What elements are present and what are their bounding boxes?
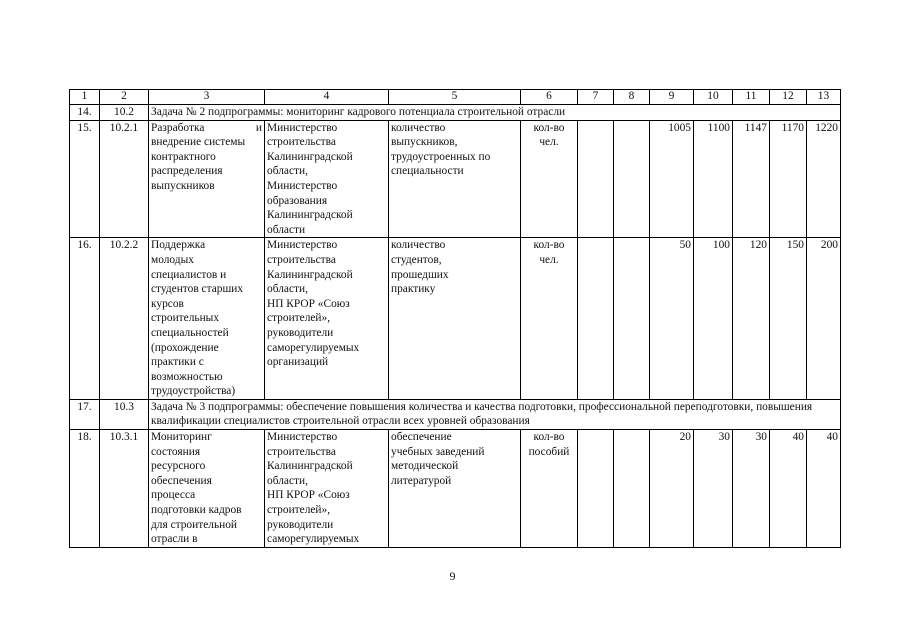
value-col-11: 30 (733, 430, 770, 548)
executor-line: организаций (267, 356, 329, 369)
program-table (69, 89, 841, 548)
executor-line: строительства (267, 253, 336, 266)
activity-name-line: для строительной (151, 518, 238, 531)
value-col-11: 1147 (733, 120, 770, 238)
value-col-12: 40 (770, 430, 807, 548)
activity-name-line: специалистов и (151, 268, 227, 281)
row-code: 10.3 (100, 399, 149, 429)
indicator (389, 120, 521, 238)
value-col-8 (614, 238, 650, 400)
activity-name (149, 430, 265, 548)
header-row (70, 90, 841, 105)
value-col-8 (614, 430, 650, 548)
task-text: Задача № 3 подпрограммы: обеспечение повышения количества и качества подготовки, профессиональной переподготовки, повышения квалификации специалистов строительной отрасли всех уровней образования (149, 399, 841, 429)
value-col-10: 30 (694, 430, 733, 548)
value-col-9: 20 (650, 430, 694, 548)
activity-name-line: молодых (151, 253, 194, 266)
executor-line: строительства (267, 136, 336, 149)
table-body (70, 90, 841, 548)
activity-name-line: Поддержка (151, 239, 206, 252)
unit-line: чел. (539, 136, 559, 149)
executor-line: Министерство (267, 179, 338, 192)
header-cell: 6 (521, 90, 578, 105)
indicator-line: прошедших (391, 268, 449, 281)
activity-name-line: состояния (151, 445, 201, 458)
executor-line: области, (267, 165, 308, 178)
executor-line: руководители (267, 326, 334, 339)
header-cell: 1 (70, 90, 100, 105)
activity-name-line: Разработка и (151, 121, 262, 134)
activity-name-line: студентов старших (151, 283, 244, 296)
executor-line: Калининградской (267, 150, 353, 163)
header-cell: 12 (770, 90, 807, 105)
header-cell: 11 (733, 90, 770, 105)
activity-name-line: строительных (151, 312, 220, 325)
value-col-13: 1220 (807, 120, 841, 238)
indicator-line: практику (391, 283, 436, 296)
indicator-line: количество (391, 121, 446, 134)
unit-line: кол-во (533, 431, 565, 444)
executor-line: Министерство (267, 239, 338, 252)
unit-line: чел. (539, 253, 559, 266)
executor (265, 430, 389, 548)
activity-name-line: практики с (151, 356, 204, 369)
value-col-7 (578, 238, 614, 400)
table-row (70, 120, 841, 238)
task-row (70, 399, 841, 429)
executor-line: руководители (267, 518, 334, 531)
activity-name-line: трудоустройства) (151, 385, 236, 398)
activity-name-line: (прохождение (151, 341, 219, 354)
executor-line: области (267, 223, 306, 236)
indicator-line: трудоустроенных по (391, 150, 491, 163)
activity-name-line: Мониторинг (151, 431, 212, 444)
table-row (70, 238, 841, 400)
activity-name-line: подготовки кадров (151, 504, 242, 517)
activity-name-line: курсов (151, 297, 184, 310)
executor (265, 238, 389, 400)
executor-line: саморегулируемых (267, 341, 360, 354)
task-text: Задача № 2 подпрограммы: мониторинг кадрового потенциала строительной отрасли (149, 105, 841, 121)
value-col-10: 100 (694, 238, 733, 400)
header-cell: 10 (694, 90, 733, 105)
indicator-line: выпускников, (391, 136, 458, 149)
activity-name-line: возможностью (151, 370, 223, 383)
executor-line: Калининградской (267, 209, 353, 222)
indicator-line: количество (391, 239, 446, 252)
header-cell: 4 (265, 90, 389, 105)
activity-name-line: распределения (151, 165, 223, 178)
header-cell: 8 (614, 90, 650, 105)
indicator-line: студентов, (391, 253, 442, 266)
executor-line: образования (267, 194, 328, 207)
value-col-12: 150 (770, 238, 807, 400)
indicator-line: учебных заведений (391, 445, 485, 458)
executor-line: Калининградской (267, 460, 353, 473)
value-col-9: 50 (650, 238, 694, 400)
page-number: 9 (449, 569, 456, 583)
header-cell: 3 (149, 90, 265, 105)
indicator-line: обеспечение (391, 431, 452, 444)
header-cell: 7 (578, 90, 614, 105)
executor-line: области, (267, 474, 308, 487)
executor-line: НП КРОР «Союз (267, 489, 350, 502)
executor-line: строителей», (267, 312, 331, 325)
row-number: 14. (70, 105, 100, 121)
row-number: 17. (70, 399, 100, 429)
row-code: 10.3.1 (100, 430, 149, 548)
value-col-8 (614, 120, 650, 238)
task-row (70, 105, 841, 121)
row-number: 18. (70, 430, 100, 548)
row-code: 10.2.2 (100, 238, 149, 400)
unit (521, 238, 578, 400)
executor-line: Калининградской (267, 268, 353, 281)
activity-name (149, 238, 265, 400)
activity-name-line: специальностей (151, 326, 229, 339)
executor-line: строительства (267, 445, 336, 458)
value-col-10: 1100 (694, 120, 733, 238)
indicator-line: специальности (391, 165, 464, 178)
row-number: 15. (70, 120, 100, 238)
value-col-11: 120 (733, 238, 770, 400)
row-code: 10.2 (100, 105, 149, 121)
indicator (389, 430, 521, 548)
executor-line: Министерство (267, 431, 338, 444)
executor-line: Министерство (267, 121, 338, 134)
activity-name-line: обеспечения (151, 474, 212, 487)
value-col-13: 200 (807, 238, 841, 400)
activity-name-line: внедрение системы (151, 136, 246, 149)
executor-line: НП КРОР «Союз (267, 297, 350, 310)
header-cell: 2 (100, 90, 149, 105)
unit-line: кол-во (533, 121, 565, 134)
unit-line: кол-во (533, 239, 565, 252)
executor (265, 120, 389, 238)
unit (521, 430, 578, 548)
value-col-12: 1170 (770, 120, 807, 238)
activity-name (149, 120, 265, 238)
indicator (389, 238, 521, 400)
row-code: 10.2.1 (100, 120, 149, 238)
value-col-7 (578, 120, 614, 238)
header-cell: 13 (807, 90, 841, 105)
activity-name-line: ресурсного (151, 460, 206, 473)
executor-line: строителей», (267, 504, 331, 517)
activity-name-line: процесса (151, 489, 196, 502)
value-col-13: 40 (807, 430, 841, 548)
table-row (70, 430, 841, 548)
value-col-9: 1005 (650, 120, 694, 238)
value-col-7 (578, 430, 614, 548)
activity-name-line: контрактного (151, 150, 216, 163)
unit-line: пособий (528, 445, 570, 458)
activity-name-line: отрасли в (151, 533, 198, 546)
executor-line: саморегулируемых (267, 533, 360, 546)
executor-line: области, (267, 283, 308, 296)
header-cell: 9 (650, 90, 694, 105)
indicator-line: литературой (391, 474, 452, 487)
unit (521, 120, 578, 238)
row-number: 16. (70, 238, 100, 400)
activity-name-line: выпускников (151, 179, 215, 192)
indicator-line: методической (391, 460, 459, 473)
header-cell: 5 (389, 90, 521, 105)
